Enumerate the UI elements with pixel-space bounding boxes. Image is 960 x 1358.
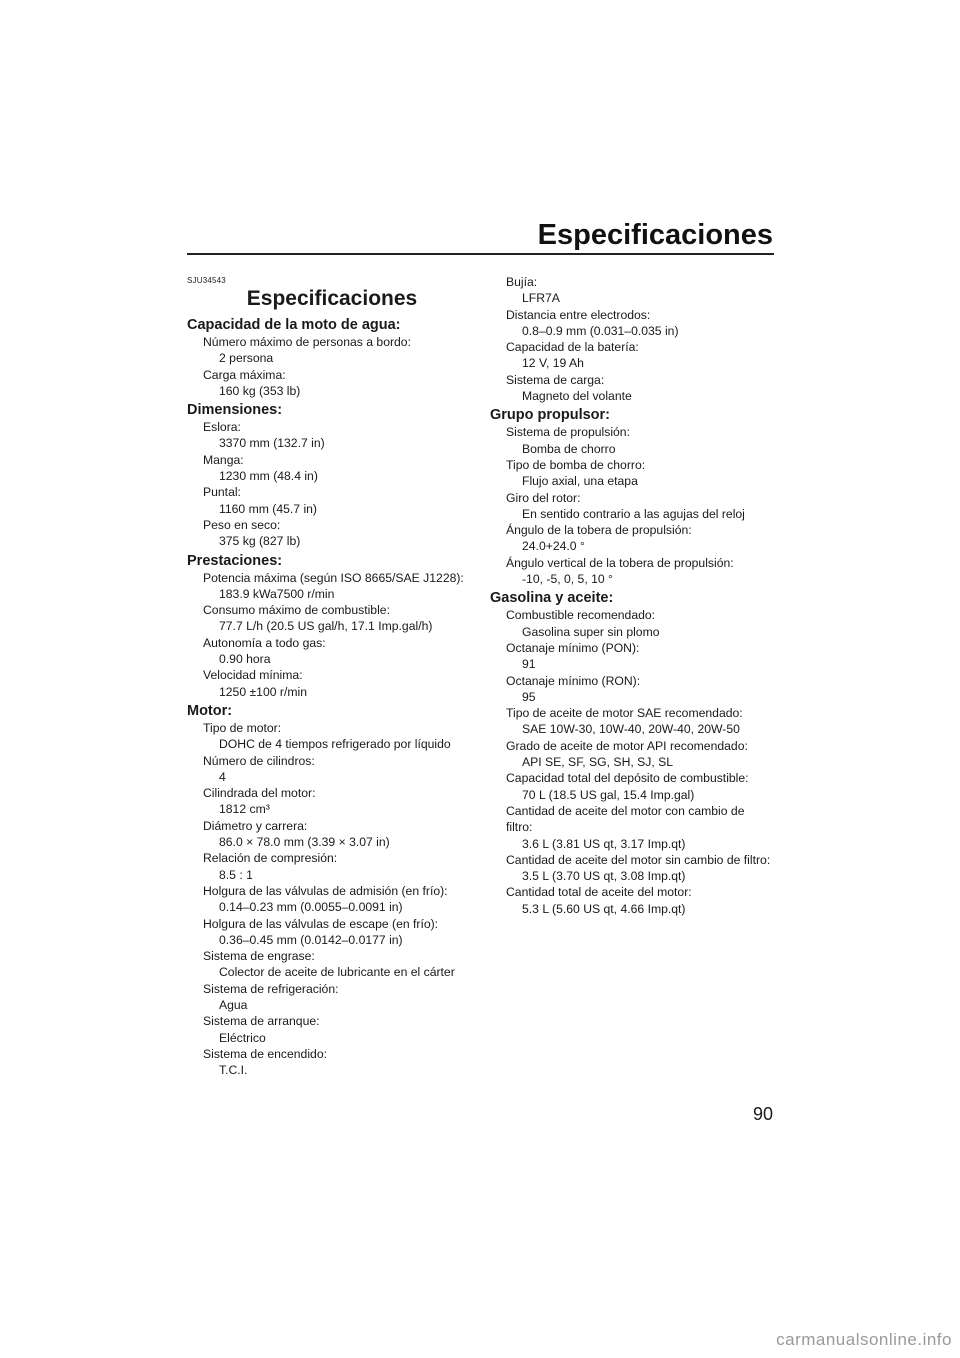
left-column (187, 276, 477, 1079)
spec-group-title: Gasolina y aceite: (490, 590, 614, 607)
spec-label: Sistema de propulsión: (506, 425, 630, 440)
spec-label: Tipo de aceite de motor SAE recomendado: (506, 706, 743, 721)
spec-label: Bujía: (506, 275, 538, 289)
spec-value: DOHC de 4 tiempos refrigerado por líquido (219, 737, 451, 752)
spec-value: Gasolina super sin plomo (522, 624, 660, 639)
spec-value: 0.14–0.23 mm (0.0055–0.0091 in) (219, 900, 403, 915)
spec-group-title: Prestaciones: (187, 552, 283, 569)
spec-value: 3370 mm (132.7 in) (219, 436, 325, 451)
spec-label: Capacidad de la batería: (506, 340, 639, 355)
spec-value: 183.9 kWa7500 r/min (219, 586, 335, 601)
spec-value: 160 kg (353 lb) (219, 383, 301, 398)
spec-label: Tipo de bomba de chorro: (506, 457, 646, 472)
spec-label: Sistema de engrase: (203, 949, 315, 964)
spec-value: 0.8–0.9 mm (0.031–0.035 in) (522, 323, 679, 338)
spec-value: 0.36–0.45 mm (0.0142–0.0177 in) (219, 932, 403, 947)
spec-value: Colector de aceite de lubricante en el cárter (219, 965, 455, 980)
spec-value: 70 L (18.5 US gal, 15.4 Imp.gal) (522, 787, 695, 802)
section-title: Especificaciones (246, 287, 418, 310)
spec-value: Bomba de chorro (522, 441, 616, 456)
spec-label: Carga máxima: (203, 367, 286, 382)
spec-value: 2 persona (219, 351, 274, 366)
spec-group-title: Grupo propulsor: (490, 407, 611, 424)
spec-group (490, 589, 774, 917)
spec-value: 1812 cm³ (219, 802, 270, 817)
spec-value: 1230 mm (48.4 in) (219, 469, 318, 484)
spec-groups-right (490, 274, 774, 917)
spec-label: Diámetro y carrera: (203, 818, 308, 833)
spec-value: 24.0+24.0 ° (522, 539, 585, 554)
spec-value: -10, -5, 0, 5, 10 ° (522, 572, 613, 587)
spec-value: 5.3 L (5.60 US qt, 4.66 Imp.qt) (522, 901, 686, 916)
spec-group (490, 274, 774, 404)
spec-label: Cantidad de aceite del motor con cambio de filtro: (506, 803, 745, 835)
spec-group (187, 702, 477, 1079)
spec-label: Velocidad mínima: (203, 668, 303, 683)
spec-value: 3.5 L (3.70 US qt, 3.08 Imp.qt) (522, 869, 686, 884)
spec-label: Sistema de refrigeración: (203, 981, 339, 996)
spec-value: API SE, SF, SG, SH, SJ, SL (522, 755, 674, 770)
spec-value: 12 V, 19 Ah (522, 356, 584, 371)
spec-value: 77.7 L/h (20.5 US gal/h, 17.1 Imp.gal/h) (219, 619, 433, 634)
spec-value: 375 kg (827 lb) (219, 534, 301, 549)
spec-label: Ángulo vertical de la tobera de propulsión: (506, 555, 734, 570)
spec-label: Octanaje mínimo (PON): (506, 640, 640, 655)
spec-value: 8.5 : 1 (219, 867, 253, 882)
spec-value: 0.90 hora (219, 652, 271, 667)
spec-label: Manga: (203, 452, 244, 467)
spec-label: Número de cilindros: (203, 753, 315, 768)
spec-group-title: Motor: (187, 702, 233, 719)
header-divider (187, 253, 774, 255)
spec-label: Distancia entre electrodos: (506, 307, 651, 322)
spec-value: SAE 10W-30, 10W-40, 20W-40, 20W-50 (522, 722, 740, 737)
spec-value: Flujo axial, una etapa (522, 474, 638, 489)
spec-label: Grado de aceite de motor API recomendado: (506, 738, 748, 753)
spec-label: Ángulo de la tobera de propulsión: (506, 523, 692, 538)
spec-value: Eléctrico (219, 1030, 266, 1045)
spec-label: Tipo de motor: (203, 720, 282, 735)
spec-value: 1250 ±100 r/min (219, 684, 307, 699)
spec-value: 91 (522, 657, 536, 672)
right-column (490, 274, 774, 918)
spec-label: Sistema de encendido: (203, 1046, 327, 1061)
spec-value: 3.6 L (3.81 US qt, 3.17 Imp.qt) (522, 836, 686, 851)
spec-label: Giro del rotor: (506, 490, 581, 505)
spec-group (187, 401, 477, 549)
spec-label: Número máximo de personas a bordo: (203, 335, 411, 349)
spec-label: Relación de compresión: (203, 851, 338, 866)
page-number: 90 (752, 1104, 773, 1124)
spec-value: T.C.I. (219, 1063, 248, 1078)
spec-label: Sistema de carga: (506, 372, 605, 387)
spec-value: Agua (219, 997, 248, 1012)
watermark: carmanualsonline.info (776, 1330, 952, 1349)
spec-label: Cantidad de aceite del motor sin cambio de filtro: (506, 852, 771, 867)
spec-label: Cantidad total de aceite del motor: (506, 885, 692, 900)
spec-label: Eslora: (203, 420, 241, 435)
spec-label: Autonomía a todo gas: (203, 635, 326, 650)
spec-group (187, 316, 477, 399)
spec-label: Holgura de las válvulas de admisión (en frío): (203, 883, 448, 898)
spec-group-title: Capacidad de la moto de agua: (187, 317, 401, 333)
spec-label: Peso en seco: (203, 517, 281, 532)
spec-label: Capacidad total del depósito de combustible: (506, 771, 749, 786)
spec-value: LFR7A (522, 291, 560, 306)
spec-label: Puntal: (203, 485, 241, 500)
spec-group-title: Dimensiones: (187, 402, 283, 419)
spec-label: Sistema de arranque: (203, 1014, 320, 1029)
spec-label: Potencia máxima (según ISO 8665/SAE J1228): (203, 570, 464, 585)
section-code: SJU34543 (187, 276, 226, 285)
spec-label: Cilindrada del motor: (203, 786, 316, 801)
spec-value: 4 (219, 769, 226, 784)
spec-group (490, 406, 774, 587)
spec-value: En sentido contrario a las agujas del reloj (522, 506, 745, 521)
spec-value: 1160 mm (45.7 in) (219, 501, 317, 516)
page-header-title: Especificaciones (537, 219, 773, 251)
spec-value: 86.0 × 78.0 mm (3.39 × 3.07 in) (219, 835, 390, 850)
spec-group (187, 552, 477, 700)
spec-value: Magneto del volante (522, 389, 632, 404)
spec-label: Holgura de las válvulas de escape (en frío): (203, 916, 439, 931)
spec-label: Consumo máximo de combustible: (203, 603, 390, 618)
spec-groups-left (187, 316, 477, 1078)
spec-label: Combustible recomendado: (506, 608, 656, 623)
spec-label: Octanaje mínimo (RON): (506, 673, 641, 688)
spec-value: 95 (522, 689, 536, 704)
